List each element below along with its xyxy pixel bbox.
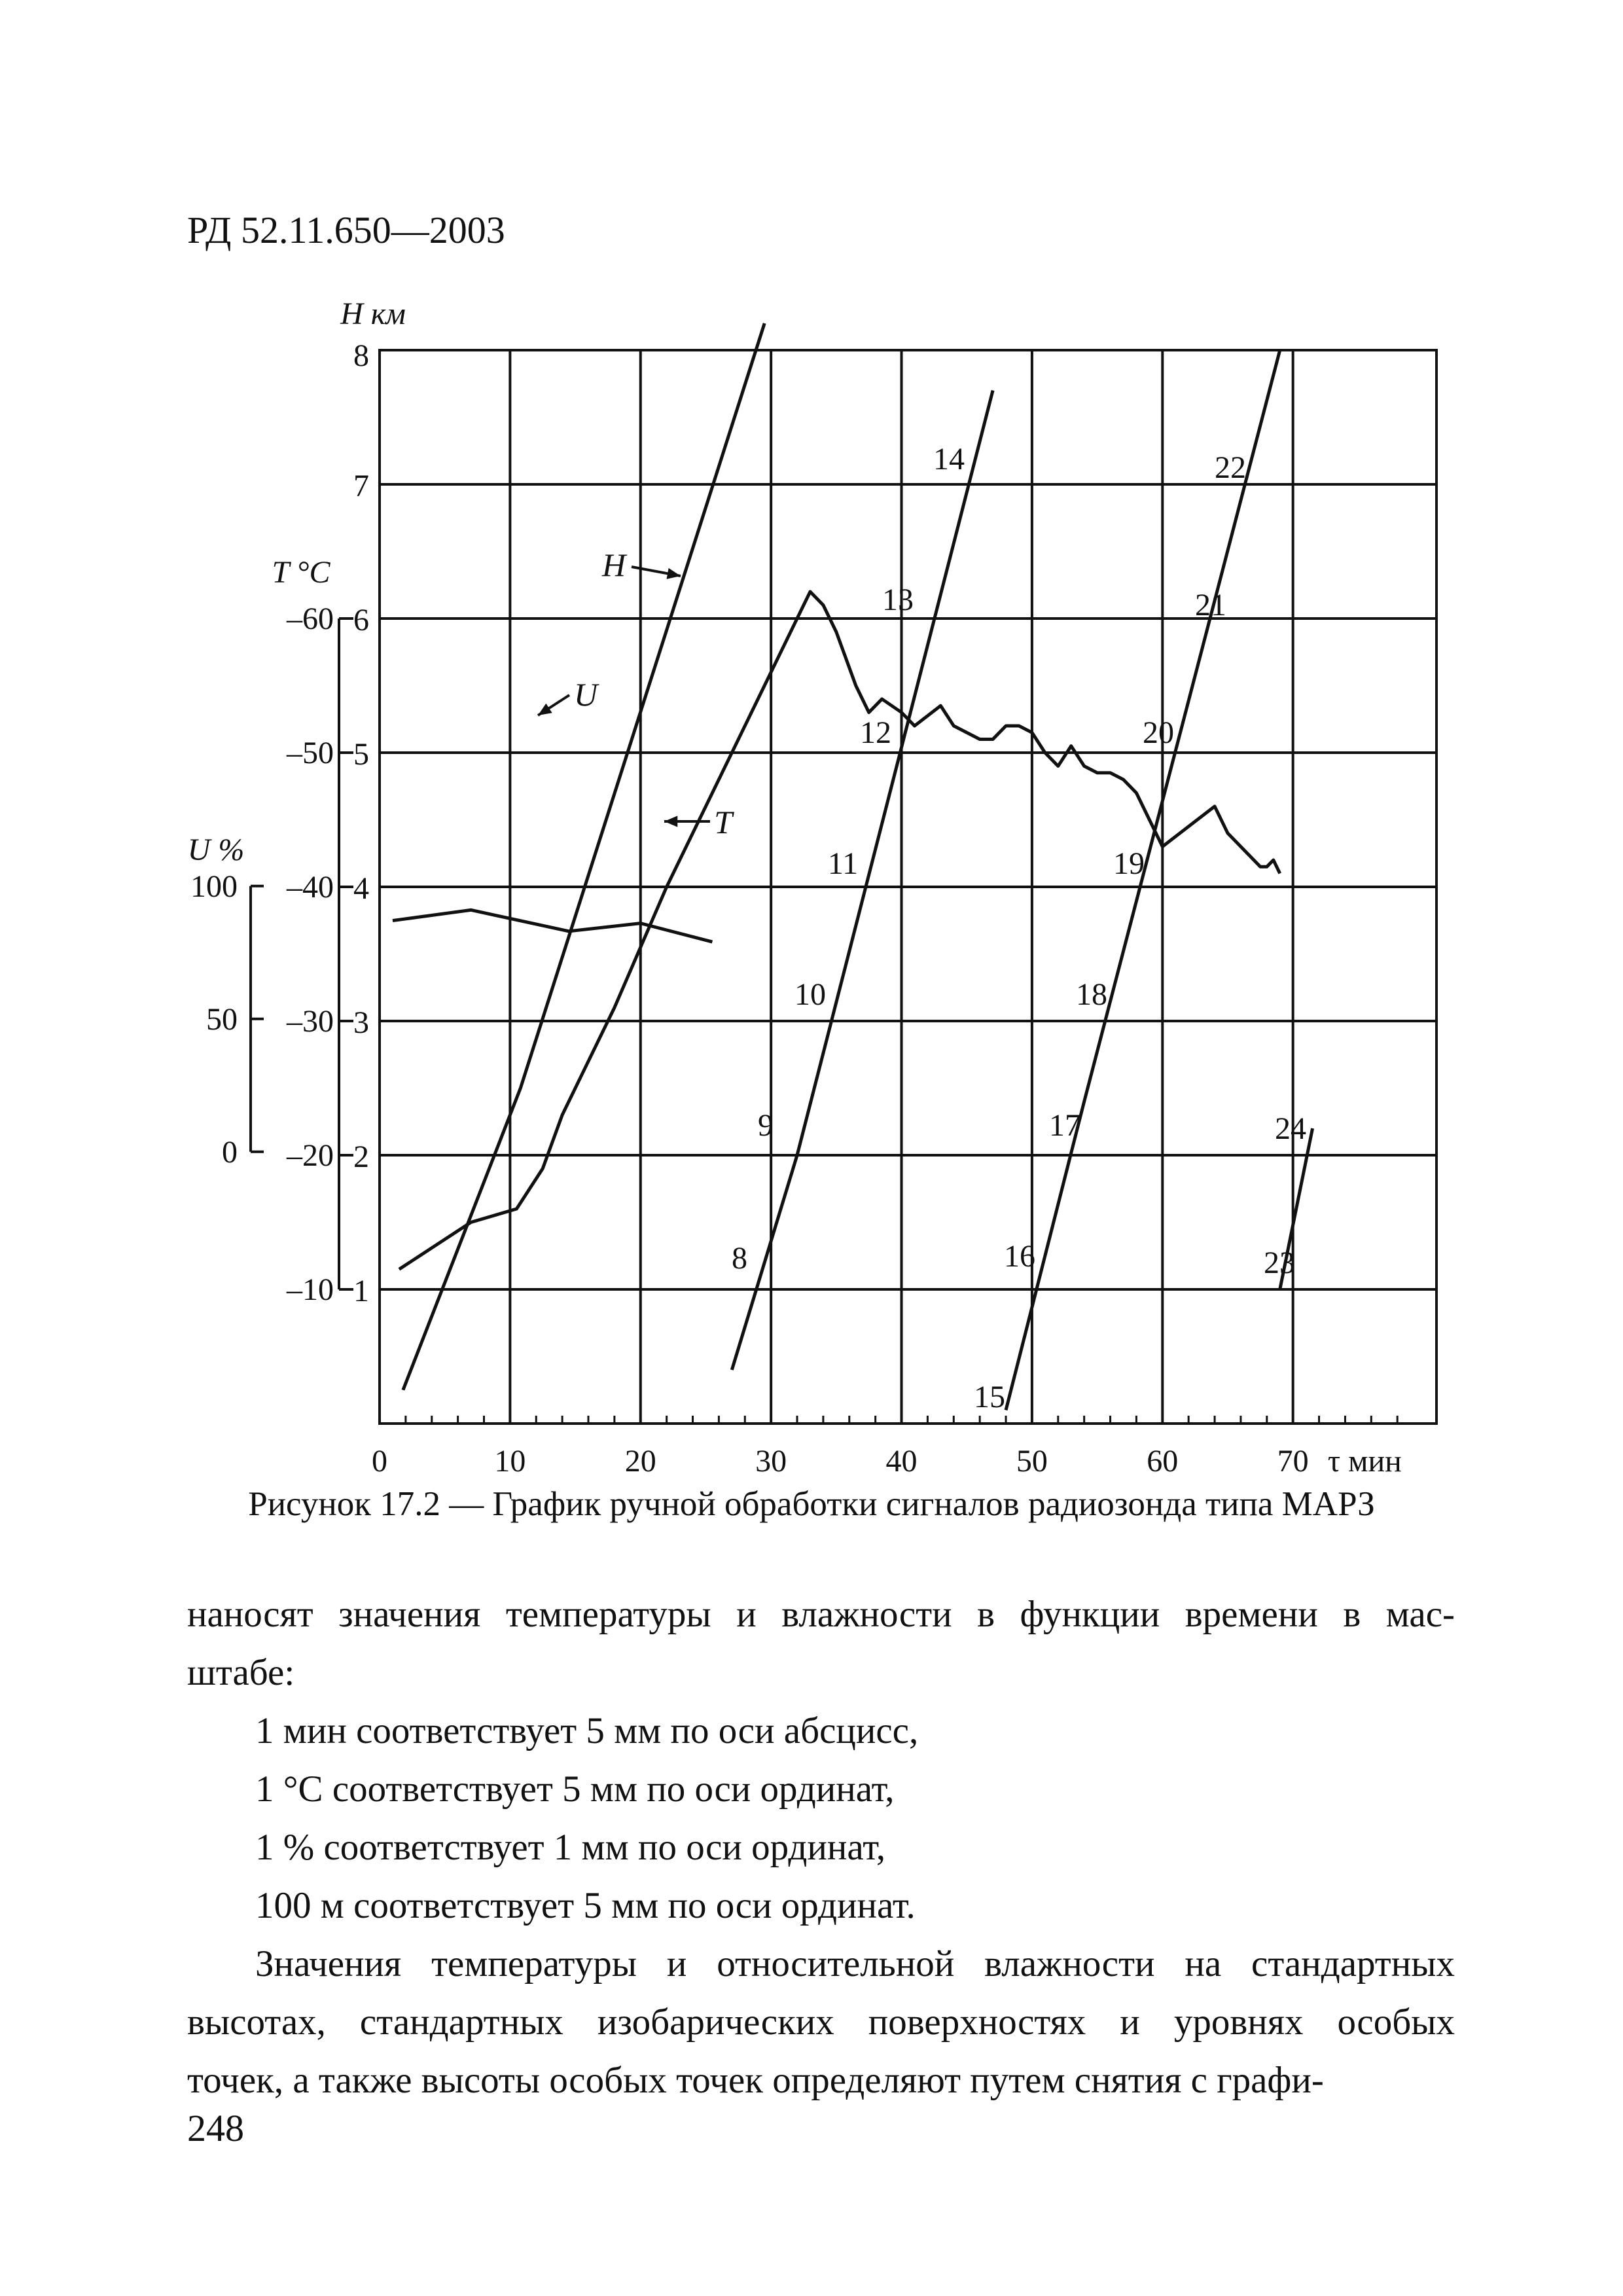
arrow-u-head [538,704,552,715]
signal-mark-label: 16 [1004,1239,1035,1274]
document-code-header: РД 52.11.650—2003 [187,209,505,251]
label-t-curve: T [714,804,732,840]
u-tick-label: 0 [222,1134,238,1170]
paragraph-line: штабе: [187,1652,295,1693]
signal-mark-label: 15 [974,1380,1005,1414]
x-tick-label: 20 [624,1444,656,1479]
signal-mark-label: 9 [758,1108,774,1143]
x-tick-label: 30 [755,1444,787,1479]
h-tick-label: 5 [353,737,369,772]
h-axis-label: H км [340,296,406,331]
x-tick-label: 0 [372,1444,387,1479]
t-axis-label: T °C [272,555,330,590]
label-u-curve: U [573,676,598,713]
u-axis-label: U % [187,832,245,867]
label-h-curve: H [601,547,626,583]
signal-mark-label: 11 [827,846,859,881]
x-tick-label: 60 [1147,1444,1179,1479]
signal-mark-label: 14 [933,442,965,476]
scale-line: 1 мин соответствует 5 мм по оси абсцисс, [255,1710,919,1751]
h-tick-label: 8 [353,338,369,373]
figure-caption: Рисунок 17.2 — График ручной обработки сигналов радиозонда типа МАРЗ [248,1485,1375,1523]
h-tick-label: 1 [353,1274,369,1308]
u-tick-label: 100 [190,869,238,904]
body-text [187,1585,1455,2109]
signal-mark-label: 24 [1275,1111,1306,1146]
page-number: 248 [187,2107,244,2149]
t-tick-label: –20 [287,1138,334,1173]
arrow-h-head [667,568,681,579]
h-tick-label: 4 [353,871,369,906]
scale-line: 100 м соответствует 5 мм по оси ординат. [255,1885,916,1926]
signal-mark-label: 8 [732,1241,747,1276]
t-tick-label: –10 [287,1272,334,1307]
paragraph-line: наносят значения температуры и влажности в функции времени в мас- [187,1594,1455,1635]
h-tick-label: 6 [353,603,369,637]
signal-mark-label: 12 [860,715,891,750]
h-tick-label: 2 [353,1139,369,1174]
t-tick-label: –30 [287,1004,334,1039]
signal-mark-label: 13 [882,583,914,617]
x-tick-label: 10 [494,1444,526,1479]
x-tick-label: 40 [885,1444,918,1479]
signal-mark-label: 10 [794,977,826,1012]
signal-mark-label: 21 [1195,588,1226,622]
chart-axes [251,619,353,1289]
series-T-line [399,592,1280,1269]
arrow-t-head [664,816,677,827]
h-tick-label: 3 [353,1005,369,1040]
signal-mark-label: 18 [1076,977,1107,1012]
series-U-line [393,910,712,942]
x-tick-label: 70 [1277,1444,1309,1479]
signal-mark-label: 19 [1113,846,1145,881]
scale-line: 1 °С соответствует 5 мм по оси ординат, [255,1768,895,1810]
scale-line: 1 % соответствует 1 мм по оси ординат, [255,1827,886,1868]
paragraph-line: Значения температуры и относительной влажности на стандартных [255,1943,1455,1984]
x-tick-label: 50 [1016,1444,1048,1479]
signal-mark-label: 22 [1215,450,1246,485]
signal-mark-label: 17 [1049,1108,1080,1143]
u-tick-label: 50 [206,1001,238,1037]
paragraph-line: точек, а также высоты особых точек определяют путем снятия с графи- [187,2060,1324,2101]
signal-mark-label: 23 [1264,1246,1295,1280]
t-tick-label: –40 [287,870,334,905]
paragraph-line: высотах, стандартных изобарических поверхностях и уровнях особых [187,2001,1455,2043]
signal-mark-label: 20 [1143,715,1174,750]
h-tick-label: 7 [353,469,369,503]
t-tick-label: –60 [287,601,334,636]
x-axis-label: τ мин [1327,1444,1402,1479]
t-tick-label: –50 [287,736,334,770]
